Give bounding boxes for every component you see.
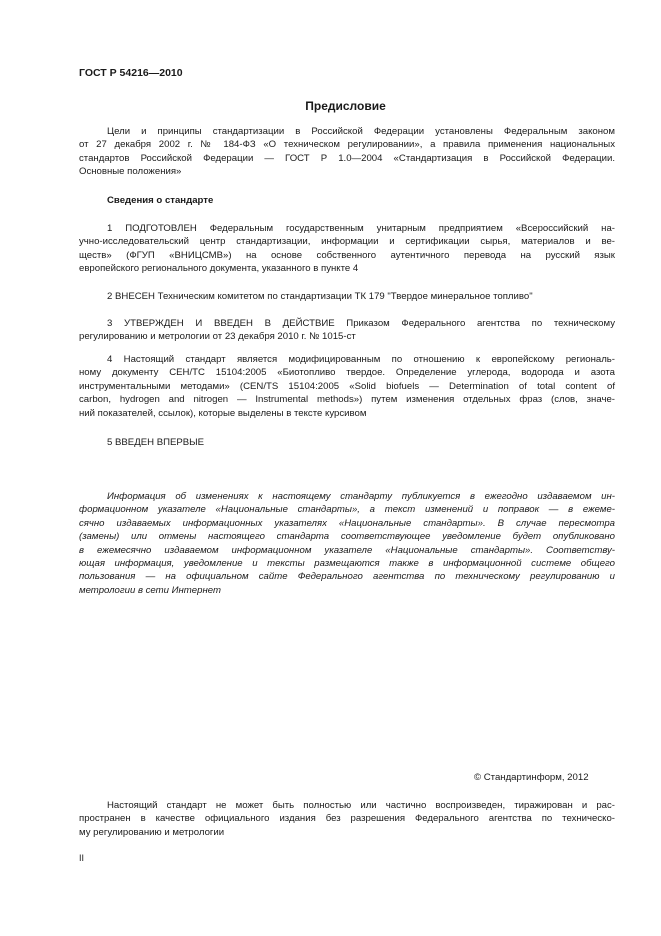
item-line: 4 Настоящий стандарт является модифицированным по отношению к европейскому региональ- [107, 354, 615, 365]
item-line: инструментальными методами» (CEN/TS 15104:2005 «Solid biofuels — Determination of total content of [79, 380, 615, 392]
notice-line: формационном указателе «Национальные стандарты», а текст изменений и поправок — в ежеме- [79, 504, 615, 516]
notice-line: в ежемесячно издаваемом информационном указателе «Национальные стандарты». Соответству- [79, 544, 615, 556]
notice-paragraph [79, 490, 615, 597]
item-line: 1 ПОДГОТОВЛЕН Федеральным государственным унитарным предприятием «Всероссийский на- [107, 223, 615, 234]
page-number: II [79, 853, 85, 863]
item-3 [79, 317, 615, 344]
intro-line: стандартов Российской Федерации — ГОСТ Р 1.0—2004 «Стандартизация в Российской Федерации. [79, 152, 615, 164]
document-code: ГОСТ Р 54216—2010 [79, 67, 183, 79]
item-line: ному документу CEH/TC 15104:2005 «Биотопливо твердое. Определение углерода, водорода и азота [79, 367, 615, 379]
item-line: 2 ВНЕСЕН Техническим комитетом по стандартизации ТК 179 "Твердое минеральное топливо" [107, 291, 533, 302]
item-line: carbon, hydrogen and nitrogen — Instrumental methods») путем изменения отдельных фраз (слов, значе- [79, 394, 615, 406]
item-line: европейского регионального документа, указанного в пункте 4 [79, 263, 359, 275]
notice-line: Информация об изменениях к настоящему стандарту публикуется в ежегодно издаваемом ин- [107, 491, 615, 502]
item-line: регулированию и метрологии от 23 декабря 2010 г. № 1015-ст [79, 331, 356, 343]
intro-line: от 27 декабря 2002 г. № 184-ФЗ «О техническом регулировании», а правила применения национальных [79, 139, 615, 151]
item-line: ний показателей, ссылок), которые выделены в тексте курсивом [79, 407, 367, 419]
intro-paragraph [79, 125, 615, 179]
notice-line: ющая информация, уведомление и тексты размещаются также в информационной системе общего [79, 558, 615, 570]
footer-line: му регулированию и метрологии [79, 826, 225, 838]
footer-line: Настоящий стандарт не может быть полностью или частично воспроизведен, тиражирован и рас- [107, 800, 615, 811]
intro-line: Основные положения» [79, 166, 182, 178]
item-4 [79, 353, 615, 420]
footer-line: пространен в качестве официального издания без разрешения Федерального агентства по техническо- [79, 813, 615, 825]
notice-line: (замены) или отмены настоящего стандарта соответствующее уведомление будет опубликовано [79, 531, 615, 543]
item-1 [79, 222, 615, 276]
notice-line: пользования — на официальном сайте Федерального агентства по техническому регулированию и [79, 571, 615, 583]
copyright: © Стандартинформ, 2012 [474, 772, 589, 783]
item-5 [79, 436, 615, 449]
item-line: учно-исследовательский центр стандартизации, информации и сертификации сырья, материалов и ве- [79, 236, 615, 248]
page-title: Предисловие [305, 99, 386, 113]
item-2 [79, 290, 615, 303]
notice-line: метрологии в сети Интернет [79, 584, 221, 596]
footer-paragraph [79, 799, 615, 839]
item-line: 5 ВВЕДЕН ВПЕРВЫЕ [107, 437, 205, 448]
intro-line: Цели и принципы стандартизации в Российской Федерации установлены Федеральным законом [107, 126, 615, 137]
item-line: ществ» (ФГУП «ВНИЦСМВ») на основе собственного аутентичного перевода на русский язык [79, 249, 615, 261]
notice-line: сячно издаваемых информационных указателях «Национальные стандарты». В случае пересмотра [79, 517, 615, 529]
section-title: Сведения о стандарте [107, 195, 214, 206]
item-line: 3 УТВЕРЖДЕН И ВВЕДЕН В ДЕЙСТВИЕ Приказом Федерального агентства по техническому [107, 318, 615, 329]
